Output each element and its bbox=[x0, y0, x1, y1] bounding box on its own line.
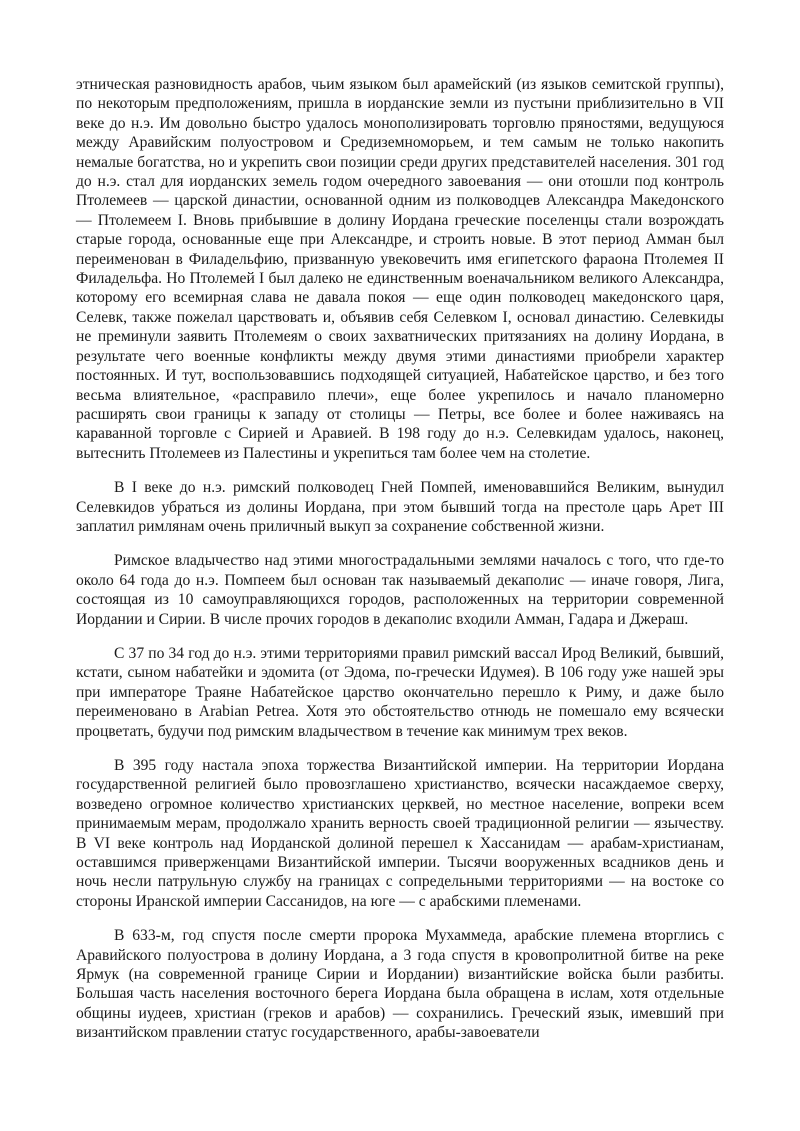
paragraph-continuation: этническая разновидность арабов, чьим языком был арамейский (из языков семитской группы), по некоторым предположениям, пришла в иорданские земли из пустыни приблизительно в VII веке до н.э. Им довольно быстро удалось монополизировать торговлю пряностями, ведущуюся между Аравийским полуостровом и Средиземноморьем, и тем самым не только накопить немалые богатства, но и укрепить свои позиции среди других представителей населения. 301 год до н.э. стал для иорданских земель годом очередного завоевания — они отошли под контроль Птолемеев — царской династии, основанной одним из полководцев Александра Македонского — Птолемеем I. Вновь прибывшие в долину Иордана греческие поселенцы стали возрождать старые города, основанные еще при Александре, и строить новые. В этот период Амман был переименован в Филадельфию, призванную увековечить имя египетского фараона Птолемея II Филадельфа. Но Птолемей I был далеко не единственным военачальником великого Александра, которому его всемирная слава не давала покоя — еще один полководец македонского царя, Селевк, также пожелал царствовать и, объявив себя Селевком I, основал династию. Селевкиды не преминули заявить Птолемеям о своих захватнических притязаниях на долину Иордана, в результате чего военные конфликты между двумя этими династиями приобрели характер постоянных. И тут, воспользовавшись подходящей ситуацией, Набатейское царство, и без того весьма влиятельное, «расправило плечи», еще более укрепилось и начало планомерно расширять свои границы к западу от столицы — Петры, все более и более наживаясь на караванной торговле с Сирией и Аравией. В 198 году до н.э. Селевкидам удалось, наконец, вытеснить Птолемеев из Палестины и укрепиться там более чем на столетие. bbox=[76, 76, 724, 462]
paragraph-pompey: В I веке до н.э. римский полководец Гней Помпей, именовавшийся Великим, вынудил Селевкидов убраться из долины Иордана, при этом бывший тогда на престоле царь Арет III заплатил римлянам очень приличный выкуп за сохранение собственной жизни. bbox=[76, 479, 724, 535]
paragraph-arab-conquest: В 633-м, год спустя после смерти пророка Мухаммеда, арабские племена вторглись с Аравийского полуострова в долину Иордана, а 3 года спустя в кровопролитной битве на реке Ярмук (на современной границе Сирии и Иордании) византийские войска были разбиты. Большая часть населения восточного берега Иордана была обращена в ислам, хотя отдельные общины иудеев, христиан (греков и арабов) — сохранились. Греческий язык, имевший при византийском правлении статус государственного, арабы-завоеватели bbox=[76, 927, 724, 1042]
paragraph-herod: С 37 по 34 год до н.э. этими территориями правил римский вассал Ирод Великий, бывший, кстати, сыном набатейки и эдомита (от Эдома, по-гречески Идумея). В 106 году уже нашей эры при императоре Траяне Набатейское царство окончательно перешло к Риму, и даже было переименовано в Arabian Petrea. Хотя это обстоятельство отнюдь не помешало ему всячески процветать, будучи под римским владычеством в течение как минимум трех веков. bbox=[76, 644, 724, 740]
paragraph-byzantine: В 395 году настала эпоха торжества Византийской империи. На территории Иордана государственной религией было провозглашено христианство, всячески насаждаемое сверху, возведено огромное количество христианских церквей, но местное население, вопреки всем принимаемым мерам, продолжало хранить верность своей традиционной религии — язычеству. В VI веке контроль над Иорданской долиной перешел к Хассанидам — арабам-христианам, оставшимся приверженцами Византийской империи. Тысячи вооруженных всадников день и ночь несли патрульную службу на границах с сопредельными территориями — на востоке со стороны Иранской империи Сассанидов, на юге — с арабскими племенами. bbox=[76, 757, 724, 910]
paragraph-roman-rule: Римское владычество над этими многострадальными землями началось с того, что где-то около 64 года до н.э. Помпеем был основан так называемый декаполис — иначе говоря, Лига, состоящая из 10 самоуправляющихся городов, расположенных на территории современной Иордании и Сирии. В числе прочих городов в декаполис входили Амман, Гадара и Джераш. bbox=[76, 552, 724, 628]
